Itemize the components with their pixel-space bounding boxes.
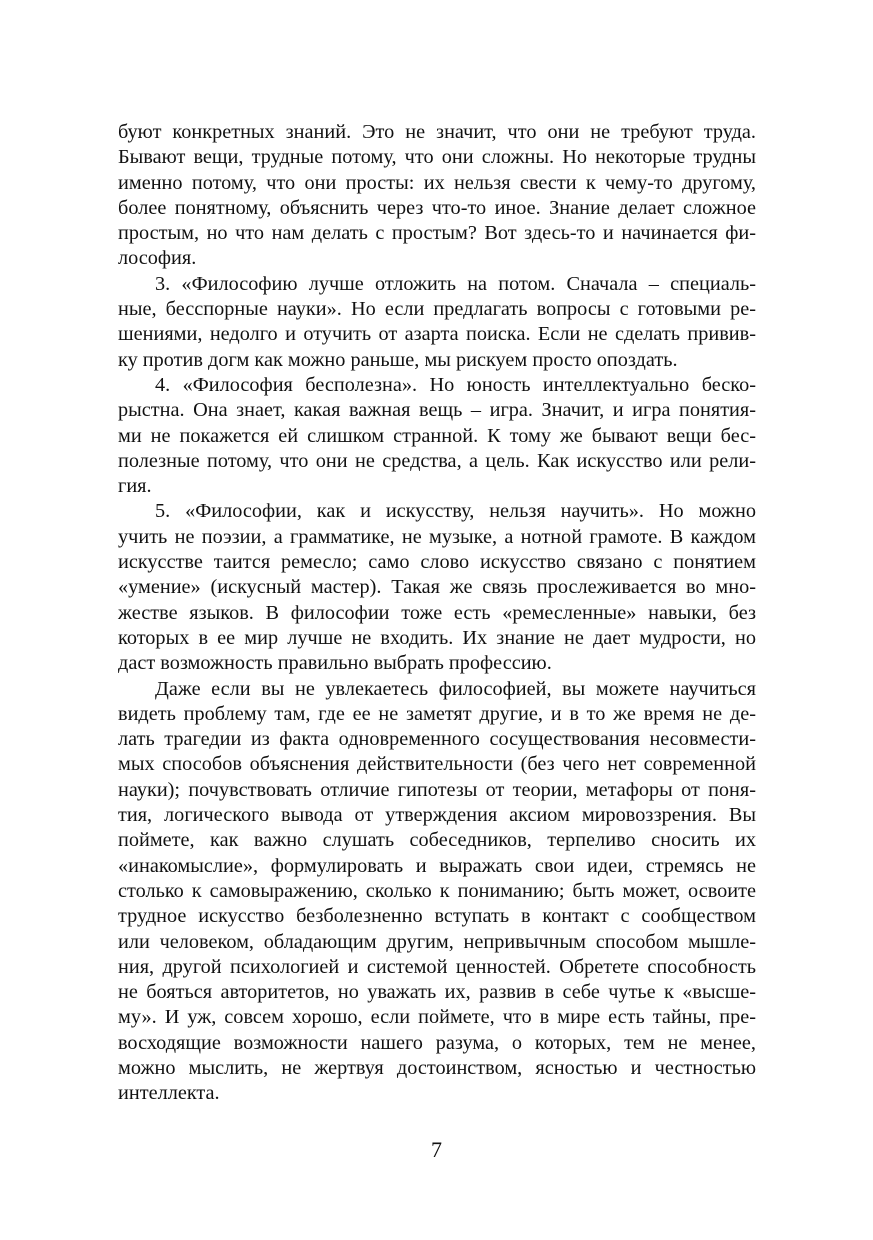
text-line: восходящие возможности нашего разума, о которых, тем не менее, <box>118 1031 756 1054</box>
text-line: 4. «Философия бесполезна». Но юность интеллектуально беско- <box>155 373 756 396</box>
text-line: ния, другой психологией и системой ценностей. Обретете способность <box>118 955 756 978</box>
paragraph-4 <box>118 499 756 676</box>
text-line: даст возможность правильно выбрать профессию. <box>118 652 552 675</box>
text-line: лософия. <box>118 247 197 270</box>
text-line: мых способов объяснения действительности (без чего нет современной <box>118 753 756 776</box>
text-line: гия. <box>118 475 152 498</box>
text-line: му». И уж, совсем хорошо, если поймете, что в мире есть тайны, пре- <box>118 1006 756 1029</box>
page-number: 7 <box>431 1137 442 1162</box>
text-line: трудное искусство безболезненно вступать в контакт с сообществом <box>118 905 756 928</box>
text-line: Даже если вы не увлекаетесь философией, вы можете научиться <box>155 677 756 700</box>
text-line: «умение» (искусный мастер). Такая же связь прослеживается во мно- <box>118 576 756 599</box>
text-line: Бывают вещи, трудные потому, что они сложны. Но некоторые трудны <box>118 146 756 169</box>
text-line: ку против догм как можно раньше, мы рискуем просто опоздать. <box>118 348 678 371</box>
text-line: видеть проблему там, где ее не заметят другие, и в то же время не де- <box>118 702 756 725</box>
text-line: «инакомыслие», формулировать и выражать свои идеи, стремясь не <box>118 854 756 877</box>
text-line: учить не поэзии, а грамматике, не музыке, а нотной грамоте. В каждом <box>118 525 756 548</box>
text-line: буют конкретных знаний. Это не значит, что они не требуют труда. <box>118 121 756 143</box>
text-line: поймете, как важно слушать собеседников, терпеливо сносить их <box>118 829 756 852</box>
text-line: искусстве таится ремесло; само слово искусство связано с понятием <box>118 551 756 574</box>
text-line: интеллекта. <box>118 1082 220 1105</box>
text-line: или человеком, обладающим другим, непривычным способом мышле- <box>118 930 756 953</box>
text-line: тия, логического вывода от утверждения аксиом мировоззрения. Вы <box>118 804 756 827</box>
text-line: более понятному, объяснить через что-то иное. Знание делает сложное <box>118 196 756 219</box>
paragraph-2 <box>118 272 756 373</box>
text-line: ные, бесспорные науки». Но если предлагать вопросы с готовыми ре- <box>118 298 756 321</box>
text-line: лать трагедии из факта одновременного сосуществования несовмести- <box>118 728 756 751</box>
text-line: шениями, недолго и отучить от азарта поиска. Если не сделать привив- <box>118 323 756 346</box>
text-line: которых в ее мир лучше не входить. Их знание не дает мудрости, но <box>118 626 756 649</box>
text-line: простым, но что нам делать с простым? Вот здесь-то и начинается фи- <box>118 222 756 245</box>
paragraph-5 <box>118 677 756 1107</box>
text-line: можно мыслить, не жертвуя достоинством, ясностью и честностью <box>118 1056 756 1079</box>
text-line: полезные потому, что они не средства, а цель. Как искусство или рели- <box>118 449 756 472</box>
text-line: столько к самовыражению, сколько к пониманию; быть может, освоите <box>118 879 756 902</box>
paragraph-1 <box>118 120 756 272</box>
text-line: 3. «Философию лучше отложить на потом. Сначала – специаль- <box>155 272 756 295</box>
page-body <box>118 120 756 1107</box>
text-line: ми не покажется ей слишком странной. К тому же бывают вещи бес- <box>118 424 756 447</box>
paragraph-3 <box>118 373 756 499</box>
text-line: рыстна. Она знает, какая важная вещь – игра. Значит, и игра понятия- <box>118 399 756 422</box>
text-line: науки); почувствовать отличие гипотезы от теории, метафоры от поня- <box>118 778 756 801</box>
text-line: не бояться авторитетов, но уважать их, развив в себе чутье к «высше- <box>118 981 756 1004</box>
text-line: 5. «Философии, как и искусству, нельзя научить». Но можно <box>155 500 756 523</box>
text-line: именно потому, что они просты: их нельзя свести к чему-то другому, <box>118 171 756 194</box>
text-line: жестве языков. В философии тоже есть «ремесленные» навыки, без <box>118 601 756 624</box>
